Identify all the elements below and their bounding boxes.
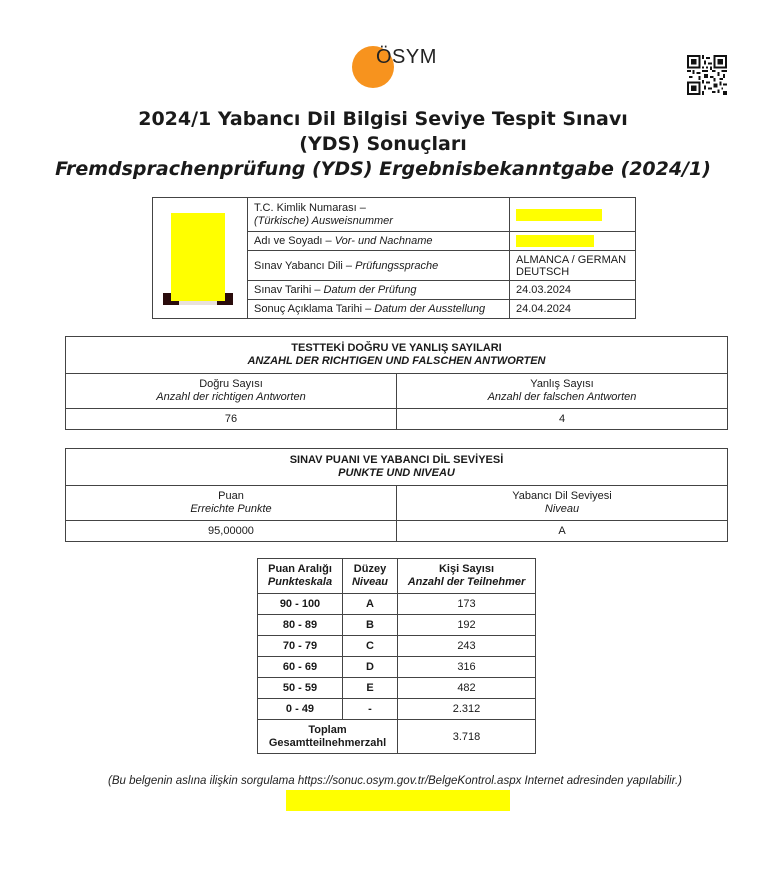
wrong-count: 4 — [397, 409, 728, 430]
score-header: SINAV PUANI VE YABANCI DİL SEVİYESİ PUNKTE UND NIVEAU — [66, 449, 728, 486]
label-exam-date: Sınav Tarihi – Datum der Prüfung — [248, 281, 510, 300]
redaction-highlight — [516, 209, 602, 221]
table-row: 70 - 79 C 243 — [258, 636, 536, 657]
table-row: 50 - 59 E 482 — [258, 678, 536, 699]
redaction-highlight — [516, 235, 594, 247]
value-name — [510, 232, 636, 251]
personal-info-table — [152, 197, 636, 319]
value-result-date: 24.04.2024 — [510, 300, 636, 319]
total-count: 3.718 — [398, 720, 536, 754]
label-name: Adı ve Soyadı – Vor- und Nachname — [248, 232, 510, 251]
value-language: ALMANCA / GERMAN DEUTSCH — [510, 251, 636, 281]
grade-distribution-table — [257, 558, 536, 754]
title-line-3: Fremdsprachenprüfung (YDS) Ergebnisbekanntgabe (2024/1) — [55, 158, 711, 180]
header-count: Kişi Sayısı Anzahl der Teilnehmer — [398, 559, 536, 594]
table-row: 0 - 49 - 2.312 — [258, 699, 536, 720]
redaction-highlight — [286, 790, 510, 811]
correct-label: Doğru Sayısı Anzahl der richtigen Antworten — [66, 374, 397, 409]
header-range: Puan Aralığı Punkteskala — [258, 559, 343, 594]
total-label: Toplam Gesamtteilnehmerzahl — [258, 720, 398, 754]
level-value: A — [397, 521, 728, 542]
label-id-number: T.C. Kimlik Numarası – (Türkische) Ausweisnummer — [248, 198, 510, 232]
document-title — [0, 107, 766, 182]
redaction-highlight — [171, 213, 225, 301]
answers-table — [65, 336, 728, 430]
total-row — [258, 720, 536, 754]
table-row: 80 - 89 B 192 — [258, 615, 536, 636]
points-label: Puan Erreichte Punkte — [66, 486, 397, 521]
grade-header-row — [258, 559, 536, 594]
label-result-date: Sonuç Açıklama Tarihi – Datum der Ausstellung — [248, 300, 510, 319]
info-row — [153, 198, 636, 232]
label-language: Sınav Yabancı Dili – Prüfungssprache — [248, 251, 510, 281]
level-label: Yabancı Dil Seviyesi Niveau — [397, 486, 728, 521]
qr-code-icon — [687, 55, 727, 95]
points-value: 95,00000 — [66, 521, 397, 542]
value-id-number — [510, 198, 636, 232]
osym-logo — [352, 42, 452, 88]
table-row: 90 - 100 A 173 — [258, 594, 536, 615]
title-line-2: (YDS) Sonuçları — [299, 133, 467, 155]
header-level: Düzey Niveau — [343, 559, 398, 594]
correct-count: 76 — [66, 409, 397, 430]
table-row: 60 - 69 D 316 — [258, 657, 536, 678]
answers-header: TESTTEKİ DOĞRU VE YANLIŞ SAYILARI ANZAHL DER RICHTIGEN UND FALSCHEN ANTWORTEN — [66, 337, 728, 374]
score-table — [65, 448, 728, 542]
title-line-1: 2024/1 Yabancı Dil Bilgisi Seviye Tespit Sınavı — [138, 108, 628, 130]
value-exam-date: 24.03.2024 — [510, 281, 636, 300]
logo-text: ÖSYM — [376, 46, 437, 68]
wrong-label: Yanlış Sayısı Anzahl der falschen Antworten — [397, 374, 728, 409]
verification-note: (Bu belgenin aslına ilişkin sorgulama https://sonuc.osym.gov.tr/BelgeKontrol.aspx Internet adresinden yapılabilir.) — [107, 775, 683, 787]
photo-cell — [153, 198, 248, 319]
candidate-photo — [163, 213, 233, 305]
